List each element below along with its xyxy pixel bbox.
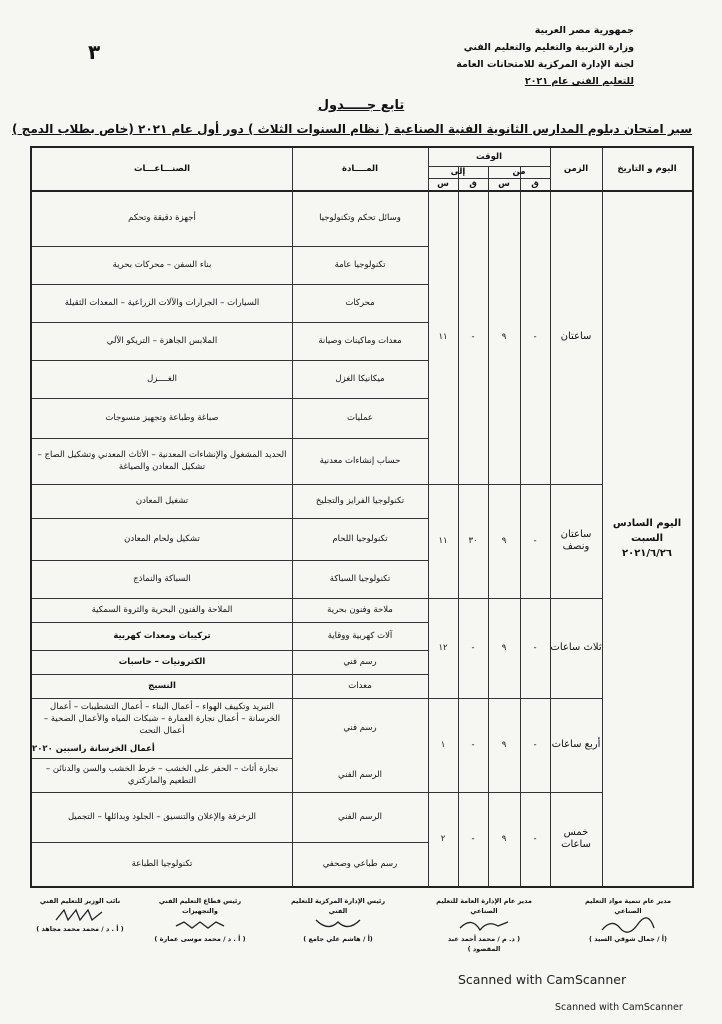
- header-duration: الزمن: [563, 164, 589, 174]
- header-line: لجنة الإدارة المركزية للامتحانات العامة: [456, 59, 634, 70]
- header-to: إلى: [450, 167, 466, 177]
- signature-name: (أ / هاشم علي جامع ): [303, 935, 373, 943]
- industry-cell: الزخرفة والإعلان والتنسيق – الجلود وبدائلها – التجميل: [67, 812, 257, 822]
- day-weekday: السبت: [630, 532, 664, 544]
- subject-cell: آلات كهربية ووقاية: [327, 631, 393, 641]
- industry-cell: بناء السفن – محركات بحرية: [112, 260, 212, 270]
- header-from-q: ق: [531, 179, 539, 189]
- header-from-s: س: [498, 179, 510, 189]
- day-date: ٢٠٢١/٦/٢٦: [621, 547, 673, 559]
- duration-cell: ساعتان: [560, 331, 592, 342]
- header-from: من: [512, 167, 526, 177]
- signature-name: ( أ . د / محمد محمد مجاهد ): [36, 925, 124, 933]
- header-subject: المــــادة: [342, 164, 378, 174]
- industry-cell: أعمال الخرسانة راسبين ٢٠٢٠: [32, 744, 155, 754]
- industry-cell: تشكيل ولحام المعادن: [124, 534, 200, 544]
- signature-block: [288, 896, 388, 944]
- subject-cell: معدات وماكينات وصيانة: [318, 336, 402, 346]
- from-q-cell: -: [533, 643, 537, 653]
- from-s-cell: ٩: [501, 536, 507, 546]
- subject-cell: تكنولوجيا اللحام: [332, 534, 388, 544]
- doc-subtitle: سير امتحان دبلوم المدارس الثانوية الفنية الصناعية ( نظام السنوات الثلاث ) دور أول عام ٢٠٢١ (خاص بطلاب الدمج ): [12, 122, 692, 136]
- subject-cell: تكنولوجيا الفرايز والتجليخ: [315, 496, 405, 506]
- industry-cell: الملابس الجاهزة – التريكو الآلي: [106, 336, 218, 346]
- subject-cell: تكنولوجيا عامة: [334, 260, 386, 270]
- to-q-cell: -: [471, 834, 475, 844]
- to-q-cell: -: [471, 332, 475, 342]
- signature-scribble-icon: [150, 916, 250, 934]
- industry-cell: الغــــزل: [147, 374, 177, 384]
- from-s-cell: ٩: [501, 740, 507, 750]
- subject-cell: عمليات: [347, 413, 373, 423]
- subject-cell: معدات: [348, 681, 372, 691]
- camscanner-watermark: Scanned with CamScanner: [458, 972, 627, 987]
- subject-cell: ميكانيكا الغزل: [335, 374, 385, 384]
- duration-cell: ثلاث ساعات: [550, 642, 602, 653]
- ministry-header: [456, 22, 634, 90]
- signature-block: [150, 896, 250, 944]
- to-q-cell: ٣٠: [468, 536, 478, 546]
- signature-title: رئيس قطاع التعليم الفني والتجهيزات: [158, 897, 242, 915]
- header-line: للتعليم الفني عام ٢٠٢١: [524, 76, 634, 87]
- to-s-cell: ١١: [438, 536, 448, 546]
- industry-cell: تشغيل المعادن: [135, 496, 189, 506]
- header-day-date: اليوم و التاريخ: [617, 164, 677, 174]
- from-s-cell: ٩: [501, 643, 507, 653]
- industry-cell: السباكة والنماذج: [133, 574, 191, 584]
- industry-cell: التبريد وتكييف الهواء – أعمال البناء – أعمال التشطيبات – أعمال الخرسانة – أعمال نجارة العمارة – شبكات المياه والأعمال الصحية – أعمال النحت: [43, 702, 281, 736]
- subject-cell: رسم فني: [343, 657, 377, 667]
- duration-cell: ساعتان ونصف: [560, 529, 592, 552]
- subject-cell: تكنولوجيا السباكة: [329, 574, 391, 584]
- signature-name: ( د. م / محمد أحمد عبد المقصود ): [447, 935, 521, 953]
- signature-block: [578, 896, 678, 944]
- subject-cell: ملاحة وفنون بحرية: [327, 605, 393, 615]
- signature-block: [30, 896, 130, 934]
- industry-cell: نجارة أثاث – الحفر على الخشب – خرط الخشب والسن والدنائن – التطعيم والماركتري: [45, 764, 279, 786]
- signature-name: ( أ . د / محمد موسى عمارة ): [154, 935, 246, 943]
- signature-scribble-icon: [30, 906, 130, 924]
- signature-scribble-icon: [434, 916, 534, 934]
- header-to-q: ق: [469, 179, 477, 189]
- to-q-cell: -: [471, 740, 475, 750]
- signature-title: مدير عام تنمية مواد التعليم الصناعي: [584, 897, 672, 915]
- exam-schedule-table: [30, 146, 694, 888]
- to-s-cell: ١١: [438, 332, 448, 342]
- camscanner-watermark-small: Scanned with CamScanner: [555, 1002, 683, 1013]
- duration-cell: أربع ساعات: [551, 739, 601, 750]
- to-s-cell: ١: [440, 740, 446, 750]
- day-name: اليوم السادس: [612, 517, 682, 529]
- from-s-cell: ٩: [501, 332, 507, 342]
- signature-scribble-icon: [288, 916, 388, 934]
- page-number: ٣: [88, 40, 101, 64]
- header-to-s: س: [437, 179, 449, 189]
- industry-cell: الحديد المشغول والإنشاءات المعدنية – الأثاث المعدني وتشكيل الصاج – تشكيل المعادن والصياغة: [37, 450, 287, 472]
- subject-cell: محركات: [345, 298, 375, 308]
- subject-cell: وسائل تحكم وتكنولوجيا: [319, 213, 401, 223]
- to-q-cell: -: [471, 643, 475, 653]
- signature-block: [434, 896, 534, 954]
- subject-cell: الرسم الفني: [337, 770, 383, 780]
- signature-title: رئيس الإدارة المركزية للتعليم الفني: [290, 897, 386, 915]
- from-s-cell: ٩: [501, 834, 507, 844]
- from-q-cell: -: [533, 834, 537, 844]
- signature-name: (أ / جمال شوقي السيد ): [589, 935, 667, 943]
- header-industries: الصنـــاعـــات: [133, 164, 191, 174]
- header-line: وزارة التربية والتعليم والتعليم الفني: [463, 42, 634, 53]
- doc-title: تابع جـــــدول: [317, 98, 405, 113]
- subject-cell: الرسم الفني: [337, 812, 383, 822]
- from-q-cell: -: [533, 740, 537, 750]
- signature-scribble-icon: [578, 916, 678, 934]
- industry-cell: تكنولوجيا الطباعة: [131, 859, 193, 869]
- duration-cell: خمس ساعات: [561, 827, 591, 850]
- industry-cell: تركيبات ومعدات كهربية: [113, 631, 211, 641]
- to-s-cell: ١٢: [438, 643, 448, 653]
- industry-cell: النسيج: [148, 681, 176, 691]
- header-time: الوقت: [476, 152, 502, 162]
- industry-cell: السيارات – الجرارات والآلات الزراعية – المعدات الثقيلة: [64, 298, 260, 308]
- signature-title: نائب الوزير للتعليم الفني: [39, 897, 121, 905]
- industry-cell: صباغة وطباعة وتجهيز منسوجات: [105, 413, 219, 423]
- subject-cell: رسم طباعي وصحفي: [322, 859, 398, 869]
- industry-cell: أجهزة دقيقة وتحكم: [128, 213, 196, 223]
- subject-cell: حساب إنشاءات معدنية: [319, 456, 401, 466]
- from-q-cell: -: [533, 536, 537, 546]
- subject-cell: رسم فني: [343, 723, 377, 733]
- day-cell: [602, 190, 692, 886]
- industry-cell: الملاحة والفنون البحرية والثروة السمكية: [91, 605, 233, 615]
- header-line: جمهورية مصر العربية: [534, 25, 634, 36]
- signature-title: مدير عام الإدارة العامة للتعليم الصناعي: [436, 897, 532, 915]
- industry-cell: الكترونيات – حاسبات: [118, 657, 206, 667]
- to-s-cell: ٢: [440, 834, 446, 844]
- from-q-cell: -: [533, 332, 537, 342]
